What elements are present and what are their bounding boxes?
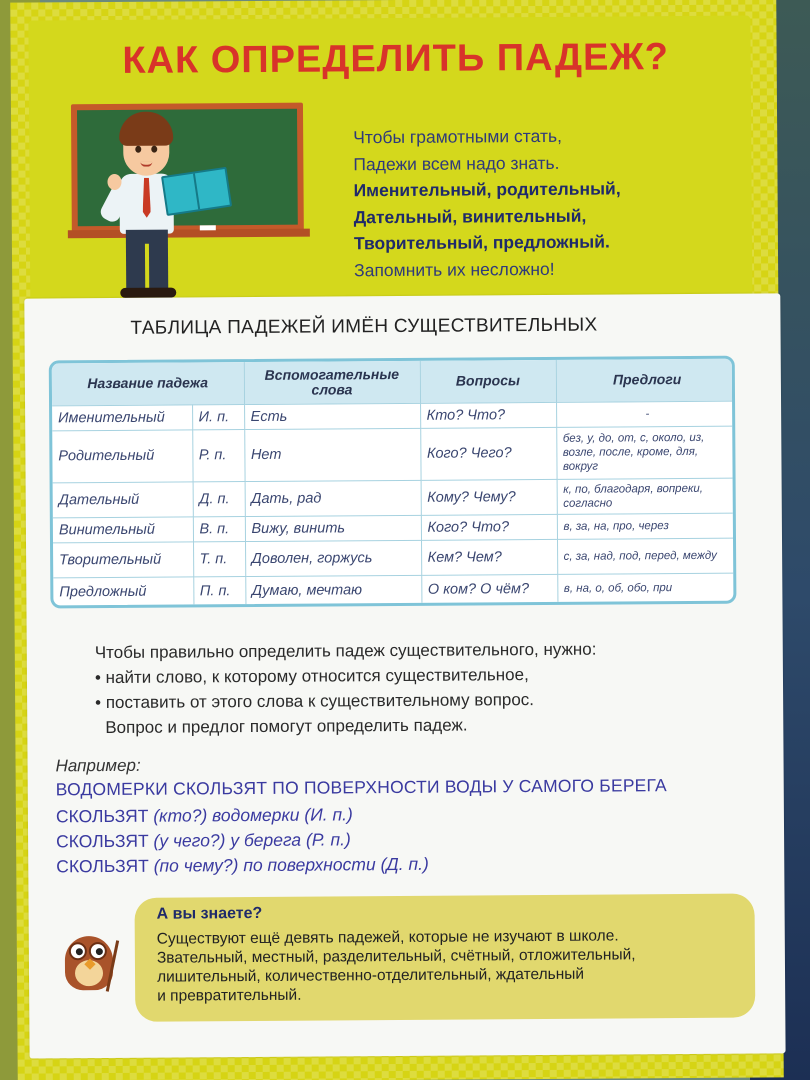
case-name: Предложный <box>53 577 193 605</box>
poem-line-4: Дательный, винительный, <box>353 205 587 227</box>
case-name: Именительный <box>52 404 192 430</box>
questions: Кем? Чем? <box>421 539 557 575</box>
case-name: Дательный <box>53 482 193 518</box>
info-title: А вы знаете? <box>156 904 263 923</box>
case-abbr: В. п. <box>193 517 245 542</box>
helper-words: Есть <box>244 403 420 429</box>
case-name: Родительный <box>52 429 192 482</box>
page-title: КАК ОПРЕДЕЛИТЬ ПАДЕЖ? <box>122 36 670 82</box>
example-line-3 <box>56 852 429 880</box>
prepositions: - <box>556 401 736 427</box>
table-title: ТАБЛИЦА ПАДЕЖЕЙ ИМЁН СУЩЕСТВИТЕЛЬНЫХ <box>130 314 598 339</box>
helper-words: Думаю, мечтаю <box>245 576 421 604</box>
prepositions: с, за, над, под, перед, между <box>557 538 736 575</box>
prepositions: в, на, о, об, обо, при <box>563 581 673 595</box>
case-name: Винительный <box>53 517 193 543</box>
example-line-2 <box>56 827 429 855</box>
prepositions: в, за, на, про, через <box>557 513 737 539</box>
poem-line-2: Падежи всем надо знать. <box>353 152 560 174</box>
case-name: Творительный <box>53 542 193 578</box>
case-abbr: Р. п. <box>192 429 244 481</box>
info-line-1: Существуют ещё девять падежей, которые не изучают в школе. <box>156 927 619 948</box>
prepositions: к, по, благодаря, вопреки, согласно <box>557 478 737 515</box>
helper-words: Доволен, горжусь <box>245 540 421 577</box>
questions: Кого? Чего? <box>420 427 556 480</box>
table-row <box>52 426 736 483</box>
example-verb: СКОЛЬЗЯТ <box>55 805 149 827</box>
poem-line-6: Запомнить их несложно! <box>354 258 555 280</box>
example-verb: СКОЛЬЗЯТ <box>56 830 149 852</box>
poem-line-3: Именительный, родительный, <box>353 178 621 201</box>
table-row <box>53 478 737 518</box>
example-verb: СКОЛЬЗЯТ <box>56 855 149 877</box>
questions: Кого? Что? <box>421 514 557 540</box>
rules-text <box>95 636 756 741</box>
poem-line-5: Творительный, предложный. <box>353 231 610 254</box>
helper-words: Вижу, винить <box>245 515 421 541</box>
rules-intro: Чтобы правильно определить падеж существительного, нужно: <box>94 639 597 663</box>
case-abbr: П. п. <box>193 577 245 604</box>
rules-bullet-2: • поставить от этого слова к существительному вопрос. <box>95 690 535 713</box>
example-line-1 <box>56 802 429 830</box>
table-row <box>53 538 736 578</box>
header-case-name: Название падежа <box>52 362 244 405</box>
header-helper-words: Вспомогательные слова <box>244 361 420 404</box>
questions: О ком? О чём? <box>421 575 557 603</box>
example-label: Например: <box>55 755 141 776</box>
case-abbr: Д. п. <box>193 481 245 517</box>
example-lines <box>56 802 429 880</box>
example-sentence: ВОДОМЕРКИ СКОЛЬЗЯТ ПО ПОВЕРХНОСТИ ВОДЫ У САМОГО БЕРЕГА <box>55 775 667 800</box>
rules-outro: Вопрос и предлог помогут определить падеж. <box>105 715 468 738</box>
example-rest: (кто?) водомерки (И. п.) <box>148 804 353 826</box>
poster <box>10 0 784 1080</box>
info-line-3: лишительный, количественно-отделительный, ждательный <box>156 965 585 986</box>
case-table <box>49 356 737 609</box>
table-row <box>53 574 736 606</box>
example-rest: (по чему?) по поверхности (Д. п.) <box>148 853 429 876</box>
info-line-4: и превратительный. <box>157 986 302 1005</box>
poem-line-1: Чтобы грамотными стать, <box>353 125 563 148</box>
questions: Кому? Чему? <box>421 479 557 515</box>
questions: Кто? Что? <box>420 402 556 428</box>
example-rest: (у чего?) у берега (Р. п.) <box>148 829 351 851</box>
prepositions: без, у, до, от, с, около, из, возле, после, кроме, для, вокруг <box>556 426 736 479</box>
case-abbr: Т. п. <box>193 542 245 578</box>
rules-bullet-1: • найти слово, к которому относится существительное, <box>94 665 529 688</box>
owl-icon <box>61 930 119 992</box>
helper-words: Нет <box>244 428 420 481</box>
poem <box>353 122 754 284</box>
helper-words: Дать, рад <box>245 480 421 517</box>
case-abbr: И. п. <box>192 404 244 429</box>
header-questions: Вопросы <box>420 360 556 403</box>
info-line-2: Звательный, местный, разделительный, счётный, отложительный, <box>156 946 636 967</box>
info-text <box>157 926 748 1006</box>
header-prepositions: Предлоги <box>556 359 737 402</box>
